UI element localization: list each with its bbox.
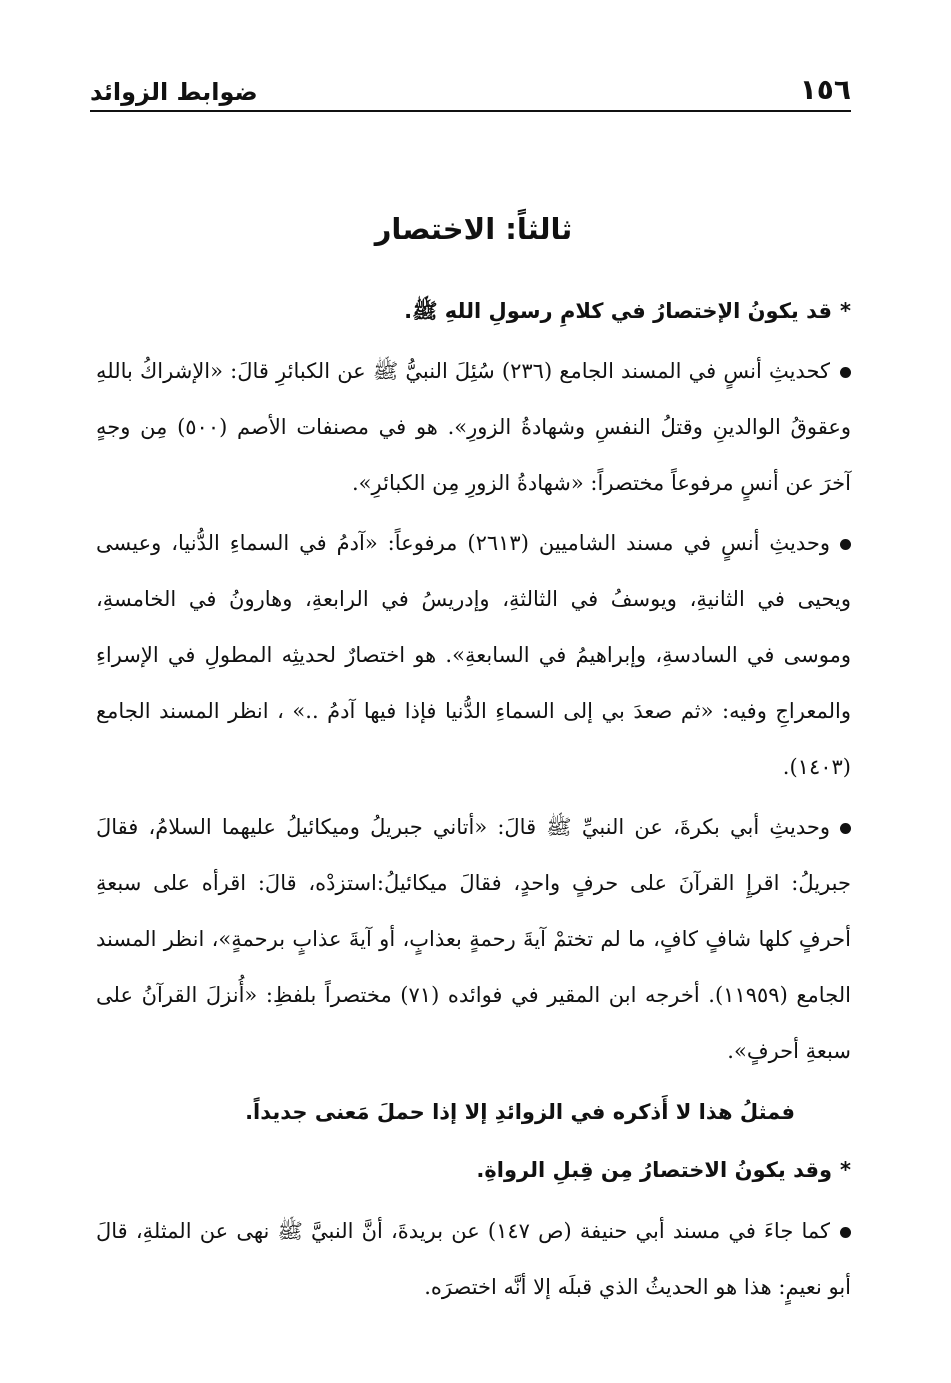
paragraph-4 bbox=[96, 1203, 851, 1315]
book-title: ضوابط الزوائد bbox=[90, 78, 258, 106]
subsection-heading-1 bbox=[96, 292, 851, 332]
bullet-icon bbox=[840, 539, 851, 550]
page-number: ١٥٦ bbox=[799, 73, 851, 106]
section-title: ثالثاً: الاختصار bbox=[374, 212, 573, 246]
paragraph-3 bbox=[96, 799, 851, 1079]
bullet-icon bbox=[840, 823, 851, 834]
paragraph-3-text: وحديثِ أبي بكرةَ، عن النبيِّ ﷺ قالَ: «أتاني جبريلُ وميكائيلُ عليهما السلامُ، فقالَ جبريلُ: اقرإِ القرآنَ على حرفٍ واحدٍ، فقالَ ميكائيلُ:استزدْه، قالَ: اقرأه على سبعةِ أحرفٍ كلها شافٍ كافٍ، ما لم تختمْ آيةَ رحمةٍ بعذابٍ، أو آيةَ عذابٍ برحمةٍ»، انظر المسند الجامع (١١٩٥٩). أخرجه ابن المقير في فوائده (٧١) مختصراً بلفظِ: «أُنزلَ القرآنُ على سبعةِ أحرفٍ». bbox=[96, 815, 851, 1064]
subsection-heading-2-text: وقد يكونُ الاختصارُ مِن قِبلِ الرواةِ. bbox=[476, 1158, 833, 1183]
paragraph-4-text: كما جاءَ في مسند أبي حنيفة (ص ١٤٧) عن بريدةَ، أنَّ النبيَّ ﷺ نهى عن المثلةِ، قالَ أبو نعيمٍ: هذا هو الحديثُ الذي قبلَه إلا أنَّه اختصرَه. bbox=[96, 1219, 851, 1300]
emphasized-note: فمثلُ هذا لا أَذكره في الزوائدِ إلا إذا حملَ مَعنى جديداً. bbox=[245, 1100, 795, 1125]
star-icon: * bbox=[840, 298, 851, 323]
subsection-heading-2 bbox=[96, 1151, 851, 1191]
paragraph-2-text: وحديثِ أنسٍ في مسند الشاميين (٢٦١٣) مرفوعاً: «آدمُ في السماءِ الدُّنيا، وعيسى ويحيى في الثانيةِ، ويوسفُ في الثالثةِ، وإدريسُ في الرابعةِ، وهارونُ في الخامسةِ، وموسى في السادسةِ، وإبراهيمُ في السابعةِ». هو اختصارٌ لحديثِه المطولِ في الإسراءِ والمعراجِ وفيه: «ثم صعدَ بي إلى السماءِ الدُّنيا فإذا فيها آدمُ ..» ، انظر المسند الجامع (١٤٠٣). bbox=[96, 531, 851, 780]
bullet-icon bbox=[840, 367, 851, 378]
page-content bbox=[96, 208, 851, 1319]
paragraph-2 bbox=[96, 515, 851, 795]
star-icon: * bbox=[840, 1158, 851, 1183]
paragraph-1-text: كحديثِ أنسٍ في المسند الجامع (٢٣٦) سُئِلَ النبيُّ ﷺ عن الكبائرِ قالَ: «الإشراكُ باللهِ وعقوقُ الوالدينِ وقتلُ النفسِ وشهادةُ الزورِ». هو في مصنفات الأصم (٥٠٠) مِن وجهٍ آخرَ عن أنسٍ مرفوعاً مختصراً: «شهادةُ الزورِ مِن الكبائرِ». bbox=[96, 359, 851, 496]
bullet-icon bbox=[840, 1227, 851, 1238]
subsection-heading-1-text: قد يكونُ الإختصارُ في كلامِ رسولِ اللهِ ﷺ. bbox=[404, 298, 833, 323]
paragraph-1 bbox=[96, 343, 851, 511]
running-header bbox=[90, 60, 851, 112]
